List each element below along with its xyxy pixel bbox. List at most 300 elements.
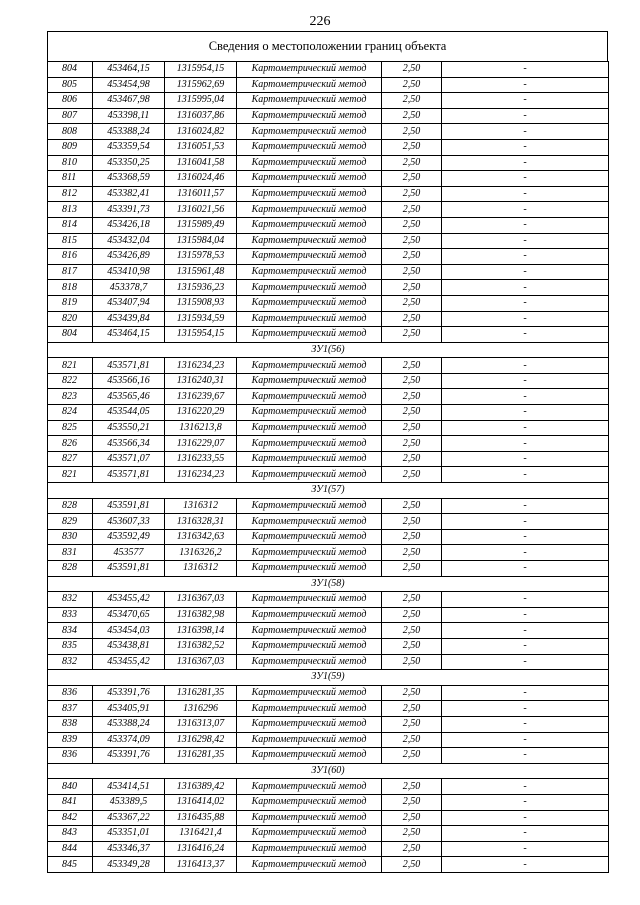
point-number-cell: 811 [48,171,93,187]
accuracy-cell: 2,50 [382,592,442,608]
point-number-cell: 810 [48,155,93,171]
description-cell: - [442,654,609,670]
table-row [48,202,609,218]
table-row [48,93,609,109]
y-coordinate-cell: 1316312 [165,498,237,514]
x-coordinate-cell: 453439,84 [93,311,165,327]
table-row [48,779,609,795]
point-number-cell: 821 [48,358,93,374]
method-cell: Картометрический метод [237,748,382,764]
method-cell: Картометрический метод [237,561,382,577]
y-coordinate-cell: 1316328,31 [165,514,237,530]
table-row [48,623,609,639]
point-number-cell: 828 [48,498,93,514]
method-cell: Картометрический метод [237,295,382,311]
method-cell: Картометрический метод [237,623,382,639]
y-coordinate-cell: 1316367,03 [165,592,237,608]
x-coordinate-cell: 453565,46 [93,389,165,405]
y-coordinate-cell: 1316239,67 [165,389,237,405]
point-number-cell: 816 [48,249,93,265]
description-cell: - [442,638,609,654]
method-cell: Картометрический метод [237,186,382,202]
x-coordinate-cell: 453367,22 [93,810,165,826]
section-label: ЗУ1(57) [48,483,609,499]
accuracy-cell: 2,50 [382,139,442,155]
y-coordinate-cell: 1316382,52 [165,638,237,654]
y-coordinate-cell: 1316281,35 [165,685,237,701]
method-cell: Картометрический метод [237,701,382,717]
y-coordinate-cell: 1316416,24 [165,841,237,857]
point-number-cell: 834 [48,623,93,639]
point-number-cell: 822 [48,373,93,389]
table-row [48,436,609,452]
table-row [48,794,609,810]
table-row [48,171,609,187]
method-cell: Картометрический метод [237,280,382,296]
x-coordinate-cell: 453455,42 [93,654,165,670]
y-coordinate-cell: 1316398,14 [165,623,237,639]
accuracy-cell: 2,50 [382,420,442,436]
x-coordinate-cell: 453467,98 [93,93,165,109]
accuracy-cell: 2,50 [382,467,442,483]
method-cell: Картометрический метод [237,389,382,405]
point-number-cell: 823 [48,389,93,405]
section-label: ЗУ1(59) [48,670,609,686]
description-cell: - [442,794,609,810]
point-number-cell: 805 [48,77,93,93]
y-coordinate-cell: 1315908,93 [165,295,237,311]
x-coordinate-cell: 453550,21 [93,420,165,436]
table-row [48,264,609,280]
table-row [48,467,609,483]
y-coordinate-cell: 1315934,59 [165,311,237,327]
x-coordinate-cell: 453410,98 [93,264,165,280]
method-cell: Картометрический метод [237,405,382,421]
method-cell: Картометрический метод [237,810,382,826]
table-row [48,124,609,140]
y-coordinate-cell: 1316435,88 [165,810,237,826]
description-cell: - [442,857,609,873]
table-row [48,139,609,155]
point-number-cell: 830 [48,529,93,545]
x-coordinate-cell: 453405,91 [93,701,165,717]
x-coordinate-cell: 453464,15 [93,327,165,343]
point-number-cell: 831 [48,545,93,561]
point-number-cell: 819 [48,295,93,311]
y-coordinate-cell: 1316234,23 [165,467,237,483]
table-row [48,280,609,296]
accuracy-cell: 2,50 [382,638,442,654]
y-coordinate-cell: 1316024,82 [165,124,237,140]
accuracy-cell: 2,50 [382,607,442,623]
point-number-cell: 808 [48,124,93,140]
accuracy-cell: 2,50 [382,217,442,233]
description-cell: - [442,545,609,561]
method-cell: Картометрический метод [237,514,382,530]
method-cell: Картометрический метод [237,467,382,483]
y-coordinate-cell: 1316367,03 [165,654,237,670]
point-number-cell: 804 [48,62,93,78]
accuracy-cell: 2,50 [382,545,442,561]
table-row [48,826,609,842]
x-coordinate-cell: 453368,59 [93,171,165,187]
point-number-cell: 841 [48,794,93,810]
method-cell: Картометрический метод [237,124,382,140]
y-coordinate-cell: 1316414,02 [165,794,237,810]
method-cell: Картометрический метод [237,794,382,810]
table-row [48,77,609,93]
y-coordinate-cell: 1315954,15 [165,62,237,78]
point-number-cell: 838 [48,716,93,732]
table-row [48,732,609,748]
accuracy-cell: 2,50 [382,685,442,701]
description-cell: - [442,295,609,311]
accuracy-cell: 2,50 [382,498,442,514]
point-number-cell: 837 [48,701,93,717]
x-coordinate-cell: 453351,01 [93,826,165,842]
point-number-cell: 824 [48,405,93,421]
point-number-cell: 832 [48,592,93,608]
method-cell: Картометрический метод [237,233,382,249]
x-coordinate-cell: 453407,94 [93,295,165,311]
y-coordinate-cell: 1316233,55 [165,451,237,467]
y-coordinate-cell: 1316313,07 [165,716,237,732]
section-header-row [48,342,609,358]
boundary-table-sheet [47,31,608,873]
point-number-cell: 815 [48,233,93,249]
section-header-row [48,763,609,779]
x-coordinate-cell: 453571,07 [93,451,165,467]
point-number-cell: 804 [48,327,93,343]
x-coordinate-cell: 453566,34 [93,436,165,452]
section-label: ЗУ1(60) [48,763,609,779]
x-coordinate-cell: 453607,33 [93,514,165,530]
x-coordinate-cell: 453414,51 [93,779,165,795]
x-coordinate-cell: 453374,09 [93,732,165,748]
table-row [48,592,609,608]
y-coordinate-cell: 1315962,69 [165,77,237,93]
description-cell: - [442,233,609,249]
coordinates-table [47,61,609,873]
point-number-cell: 807 [48,108,93,124]
point-number-cell: 812 [48,186,93,202]
y-coordinate-cell: 1315995,04 [165,93,237,109]
accuracy-cell: 2,50 [382,264,442,280]
point-number-cell: 820 [48,311,93,327]
x-coordinate-cell: 453391,76 [93,685,165,701]
point-number-cell: 818 [48,280,93,296]
x-coordinate-cell: 453454,98 [93,77,165,93]
method-cell: Картометрический метод [237,171,382,187]
x-coordinate-cell: 453566,16 [93,373,165,389]
y-coordinate-cell: 1316051,53 [165,139,237,155]
description-cell: - [442,280,609,296]
section-header-row [48,483,609,499]
table-row [48,311,609,327]
accuracy-cell: 2,50 [382,436,442,452]
x-coordinate-cell: 453577 [93,545,165,561]
accuracy-cell: 2,50 [382,62,442,78]
section-header-row [48,670,609,686]
description-cell: - [442,155,609,171]
description-cell: - [442,405,609,421]
accuracy-cell: 2,50 [382,186,442,202]
accuracy-cell: 2,50 [382,857,442,873]
accuracy-cell: 2,50 [382,233,442,249]
accuracy-cell: 2,50 [382,654,442,670]
table-row [48,217,609,233]
table-row [48,295,609,311]
x-coordinate-cell: 453398,11 [93,108,165,124]
method-cell: Картометрический метод [237,779,382,795]
y-coordinate-cell: 1316011,57 [165,186,237,202]
table-row [48,233,609,249]
description-cell: - [442,62,609,78]
y-coordinate-cell: 1316021,56 [165,202,237,218]
point-number-cell: 806 [48,93,93,109]
description-cell: - [442,716,609,732]
x-coordinate-cell: 453571,81 [93,358,165,374]
y-coordinate-cell: 1316213,8 [165,420,237,436]
x-coordinate-cell: 453391,73 [93,202,165,218]
point-number-cell: 832 [48,654,93,670]
description-cell: - [442,217,609,233]
point-number-cell: 845 [48,857,93,873]
method-cell: Картометрический метод [237,607,382,623]
accuracy-cell: 2,50 [382,561,442,577]
accuracy-cell: 2,50 [382,405,442,421]
x-coordinate-cell: 453378,7 [93,280,165,296]
method-cell: Картометрический метод [237,358,382,374]
table-row [48,62,609,78]
accuracy-cell: 2,50 [382,280,442,296]
section-label: ЗУ1(58) [48,576,609,592]
table-row [48,373,609,389]
y-coordinate-cell: 1316312 [165,561,237,577]
method-cell: Картометрический метод [237,436,382,452]
table-row [48,607,609,623]
table-row [48,186,609,202]
method-cell: Картометрический метод [237,62,382,78]
x-coordinate-cell: 453388,24 [93,716,165,732]
method-cell: Картометрический метод [237,841,382,857]
y-coordinate-cell: 1315984,04 [165,233,237,249]
x-coordinate-cell: 453592,49 [93,529,165,545]
method-cell: Картометрический метод [237,327,382,343]
description-cell: - [442,77,609,93]
table-row [48,685,609,701]
accuracy-cell: 2,50 [382,529,442,545]
x-coordinate-cell: 453426,89 [93,249,165,265]
method-cell: Картометрический метод [237,420,382,436]
method-cell: Картометрический метод [237,217,382,233]
table-row [48,529,609,545]
description-cell: - [442,389,609,405]
table-row [48,841,609,857]
point-number-cell: 826 [48,436,93,452]
table-row [48,545,609,561]
y-coordinate-cell: 1316024,46 [165,171,237,187]
x-coordinate-cell: 453382,41 [93,186,165,202]
x-coordinate-cell: 453346,37 [93,841,165,857]
x-coordinate-cell: 453359,54 [93,139,165,155]
accuracy-cell: 2,50 [382,716,442,732]
accuracy-cell: 2,50 [382,373,442,389]
accuracy-cell: 2,50 [382,358,442,374]
accuracy-cell: 2,50 [382,748,442,764]
method-cell: Картометрический метод [237,857,382,873]
accuracy-cell: 2,50 [382,514,442,530]
table-row [48,514,609,530]
x-coordinate-cell: 453544,05 [93,405,165,421]
point-number-cell: 843 [48,826,93,842]
description-cell: - [442,561,609,577]
point-number-cell: 821 [48,467,93,483]
x-coordinate-cell: 453350,25 [93,155,165,171]
method-cell: Картометрический метод [237,93,382,109]
accuracy-cell: 2,50 [382,155,442,171]
point-number-cell: 813 [48,202,93,218]
accuracy-cell: 2,50 [382,108,442,124]
description-cell: - [442,592,609,608]
accuracy-cell: 2,50 [382,295,442,311]
x-coordinate-cell: 453591,81 [93,561,165,577]
accuracy-cell: 2,50 [382,841,442,857]
description-cell: - [442,810,609,826]
description-cell: - [442,139,609,155]
accuracy-cell: 2,50 [382,327,442,343]
y-coordinate-cell: 1316234,23 [165,358,237,374]
accuracy-cell: 2,50 [382,249,442,265]
x-coordinate-cell: 453464,15 [93,62,165,78]
description-cell: - [442,467,609,483]
point-number-cell: 842 [48,810,93,826]
method-cell: Картометрический метод [237,592,382,608]
description-cell: - [442,826,609,842]
point-number-cell: 835 [48,638,93,654]
accuracy-cell: 2,50 [382,701,442,717]
section-header-row [48,576,609,592]
table-row [48,389,609,405]
accuracy-cell: 2,50 [382,124,442,140]
section-label: ЗУ1(56) [48,342,609,358]
x-coordinate-cell: 453470,65 [93,607,165,623]
y-coordinate-cell: 1315936,23 [165,280,237,296]
description-cell: - [442,514,609,530]
point-number-cell: 840 [48,779,93,795]
table-title: Сведения о местоположении границ объекта [47,31,608,61]
table-row [48,451,609,467]
method-cell: Картометрический метод [237,249,382,265]
description-cell: - [442,358,609,374]
y-coordinate-cell: 1315989,49 [165,217,237,233]
table-row [48,498,609,514]
method-cell: Картометрический метод [237,108,382,124]
point-number-cell: 836 [48,685,93,701]
point-number-cell: 844 [48,841,93,857]
x-coordinate-cell: 453389,5 [93,794,165,810]
description-cell: - [442,264,609,280]
y-coordinate-cell: 1316413,37 [165,857,237,873]
description-cell: - [442,685,609,701]
point-number-cell: 827 [48,451,93,467]
point-number-cell: 809 [48,139,93,155]
y-coordinate-cell: 1316421,4 [165,826,237,842]
y-coordinate-cell: 1316229,07 [165,436,237,452]
description-cell: - [442,373,609,389]
coordinates-table-body [48,62,609,873]
method-cell: Картометрический метод [237,155,382,171]
accuracy-cell: 2,50 [382,389,442,405]
point-number-cell: 833 [48,607,93,623]
description-cell: - [442,327,609,343]
description-cell: - [442,607,609,623]
y-coordinate-cell: 1316342,63 [165,529,237,545]
method-cell: Картометрический метод [237,373,382,389]
y-coordinate-cell: 1316220,29 [165,405,237,421]
table-row [48,810,609,826]
accuracy-cell: 2,50 [382,93,442,109]
accuracy-cell: 2,50 [382,779,442,795]
accuracy-cell: 2,50 [382,77,442,93]
description-cell: - [442,779,609,795]
page-number: 226 [309,14,331,29]
description-cell: - [442,841,609,857]
accuracy-cell: 2,50 [382,623,442,639]
description-cell: - [442,436,609,452]
accuracy-cell: 2,50 [382,794,442,810]
y-coordinate-cell: 1316296 [165,701,237,717]
description-cell: - [442,498,609,514]
description-cell: - [442,171,609,187]
method-cell: Картометрический метод [237,732,382,748]
y-coordinate-cell: 1316041,58 [165,155,237,171]
point-number-cell: 836 [48,748,93,764]
description-cell: - [442,93,609,109]
description-cell: - [442,202,609,218]
accuracy-cell: 2,50 [382,202,442,218]
table-row [48,716,609,732]
y-coordinate-cell: 1316326,2 [165,545,237,561]
description-cell: - [442,420,609,436]
table-row [48,405,609,421]
x-coordinate-cell: 453454,03 [93,623,165,639]
method-cell: Картометрический метод [237,545,382,561]
x-coordinate-cell: 453571,81 [93,467,165,483]
method-cell: Картометрический метод [237,654,382,670]
table-row [48,654,609,670]
point-number-cell: 814 [48,217,93,233]
description-cell: - [442,249,609,265]
x-coordinate-cell: 453391,76 [93,748,165,764]
x-coordinate-cell: 453455,42 [93,592,165,608]
y-coordinate-cell: 1316281,35 [165,748,237,764]
point-number-cell: 825 [48,420,93,436]
method-cell: Картометрический метод [237,451,382,467]
method-cell: Картометрический метод [237,139,382,155]
description-cell: - [442,529,609,545]
table-row [48,108,609,124]
x-coordinate-cell: 453591,81 [93,498,165,514]
method-cell: Картометрический метод [237,716,382,732]
table-row [48,358,609,374]
x-coordinate-cell: 453349,28 [93,857,165,873]
x-coordinate-cell: 453432,04 [93,233,165,249]
table-row [48,249,609,265]
y-coordinate-cell: 1316389,42 [165,779,237,795]
description-cell: - [442,623,609,639]
y-coordinate-cell: 1316382,98 [165,607,237,623]
